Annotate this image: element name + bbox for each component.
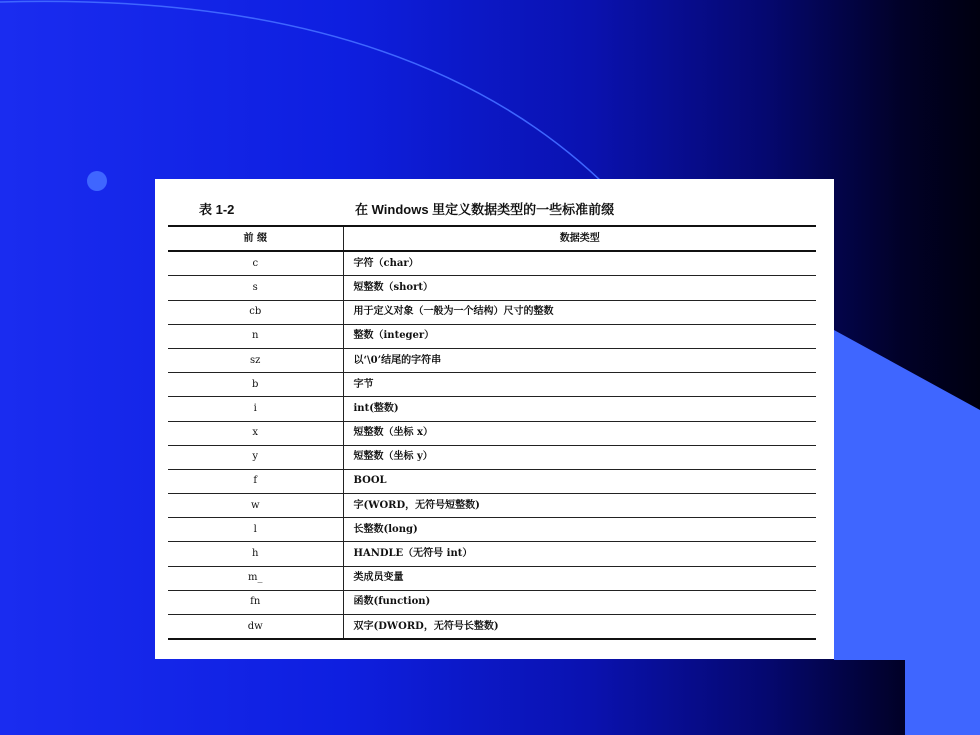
scanned-table-image (155, 179, 834, 659)
table-row (168, 494, 816, 518)
type-cell: 双字(DWORD，无符号长整数) (343, 615, 816, 640)
table-row (168, 590, 816, 614)
prefix-cell: n (168, 324, 343, 348)
table-row (168, 324, 816, 348)
table-title: 在 Windows 里定义数据类型的一些标准前缀 (355, 202, 615, 217)
prefix-cell: f (168, 469, 343, 493)
table-row (168, 373, 816, 397)
table-row (168, 300, 816, 324)
type-cell: 字(WORD，无符号短整数) (343, 494, 816, 518)
background-bottom-right-shape (834, 330, 980, 735)
prefix-cell: m_ (168, 566, 343, 590)
table-row (168, 469, 816, 493)
table-row (168, 615, 816, 640)
type-cell: 短整数（short） (343, 276, 816, 300)
prefix-table (168, 225, 816, 640)
type-cell: 字符（char） (343, 251, 816, 276)
prefix-cell: x (168, 421, 343, 445)
type-cell: 类成员变量 (343, 566, 816, 590)
table-row (168, 421, 816, 445)
table-row (168, 566, 816, 590)
type-cell: 整数（integer） (343, 324, 816, 348)
table-row (168, 397, 816, 421)
table-row (168, 276, 816, 300)
prefix-cell: y (168, 445, 343, 469)
type-cell: 以‘\0’结尾的字符串 (343, 348, 816, 372)
table-header-row (168, 226, 816, 251)
type-cell: 长整数(long) (343, 518, 816, 542)
type-cell: int(整数) (343, 397, 816, 421)
background-arc (0, 1, 620, 200)
type-cell: 短整数（坐标 y） (343, 445, 816, 469)
header-data-type: 数据类型 (343, 226, 816, 251)
table-row (168, 348, 816, 372)
prefix-cell: cb (168, 300, 343, 324)
type-cell: 函数(function) (343, 590, 816, 614)
prefix-cell: l (168, 518, 343, 542)
type-cell: HANDLE（无符号 int） (343, 542, 816, 566)
prefix-cell: i (168, 397, 343, 421)
type-cell: 用于定义对象（一般为一个结构）尺寸的整数 (343, 300, 816, 324)
type-cell: 短整数（坐标 x） (343, 421, 816, 445)
prefix-cell: fn (168, 590, 343, 614)
table-row (168, 542, 816, 566)
header-prefix: 前 缀 (168, 226, 343, 251)
table-row (168, 518, 816, 542)
type-cell: 字节 (343, 373, 816, 397)
type-cell: BOOL (343, 469, 816, 493)
prefix-cell: w (168, 494, 343, 518)
prefix-cell: sz (168, 348, 343, 372)
table-row (168, 445, 816, 469)
prefix-cell: c (168, 251, 343, 276)
prefix-cell: s (168, 276, 343, 300)
bullet-point-icon (87, 171, 107, 191)
table-number: 表 1-2 (199, 202, 235, 217)
prefix-cell: b (168, 373, 343, 397)
table-row (168, 251, 816, 276)
prefix-cell: dw (168, 615, 343, 640)
prefix-cell: h (168, 542, 343, 566)
